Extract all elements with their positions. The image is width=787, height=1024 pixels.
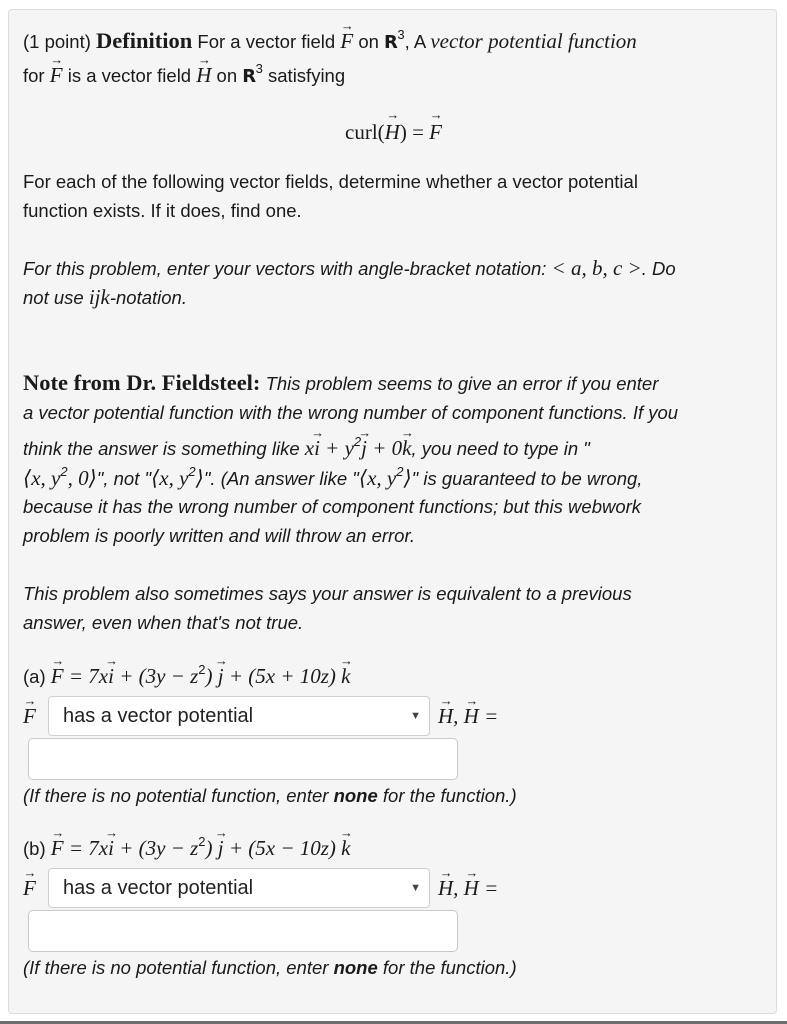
angle-bracket-example: < a, b, c > xyxy=(551,256,642,280)
notation-text: -notation. xyxy=(109,287,187,308)
vector-F: → F xyxy=(429,118,442,146)
exponent: 2 xyxy=(396,464,404,479)
note-line-1 xyxy=(23,371,658,396)
unit-vector-i: → i xyxy=(108,836,114,860)
unit-vector-j: → j xyxy=(218,664,224,688)
note-text: , you need to type in " xyxy=(411,438,590,459)
exponent: 2 xyxy=(198,662,206,677)
math-term: = 7x xyxy=(63,664,109,688)
exponent: 2 xyxy=(60,464,68,479)
vector-H: → H xyxy=(464,704,479,728)
intro-text: For a vector field xyxy=(197,31,336,52)
math-term: = xyxy=(478,704,499,728)
vector-F: → F xyxy=(50,63,63,87)
exponent: 3 xyxy=(255,61,263,76)
math-term: + (5x − 10z) xyxy=(223,836,342,860)
math-term: ⟨x, y xyxy=(151,466,189,490)
math-x: x xyxy=(304,436,315,460)
reals-symbol: R xyxy=(384,32,398,53)
exponent: 2 xyxy=(353,434,362,449)
intro-text: , A xyxy=(404,31,426,52)
part-a-equation xyxy=(23,664,351,689)
note-label: Note from Dr. Fieldsteel: xyxy=(23,370,261,395)
part-b-select[interactable] xyxy=(48,868,430,908)
math-term: + y xyxy=(319,436,354,460)
note-line-3 xyxy=(23,436,590,461)
intro-line-2 xyxy=(23,63,345,89)
dropdown-caret-icon: ▼ xyxy=(410,710,421,722)
hint-none-keyword: none xyxy=(333,785,378,806)
unit-vector-k: → k xyxy=(402,436,411,460)
notation-line-2 xyxy=(23,285,187,310)
also-line-2: answer, even when that's not true. xyxy=(23,612,304,633)
vector-F: → F xyxy=(23,876,36,900)
ijk-term: ijk xyxy=(88,285,110,309)
hint-text: (If there is no potential function, enter xyxy=(23,957,334,978)
note-line-4 xyxy=(23,466,642,491)
note-text: ", not " xyxy=(96,468,152,489)
part-b-answer-input[interactable] xyxy=(28,910,458,952)
curl-text: curl( xyxy=(345,120,385,144)
intro-text: on xyxy=(216,65,238,86)
unit-vector-k: → k xyxy=(341,836,350,860)
note-line-6: problem is poorly written and will throw an error. xyxy=(23,525,416,546)
part-b-F-label xyxy=(23,876,36,901)
math-term: + (3y − z xyxy=(113,836,199,860)
definition-label: Definition xyxy=(96,28,193,53)
points-label: (1 point) xyxy=(23,31,91,52)
math-term: = xyxy=(478,876,499,900)
hint-text: (If there is no potential function, enter xyxy=(23,785,334,806)
note-line-5: because it has the wrong number of component functions; but this webwork xyxy=(23,496,642,517)
vpf-term: vector potential function xyxy=(430,29,637,53)
intro-text: is a vector field xyxy=(67,65,192,86)
vector-F: → F xyxy=(340,29,353,53)
part-a-label: (a) xyxy=(23,666,46,687)
part-b-hint xyxy=(23,956,517,980)
unit-vector-i: → i xyxy=(108,664,114,688)
hint-text: for the function.) xyxy=(377,785,517,806)
vector-H: → H xyxy=(385,118,400,146)
vector-F: → F xyxy=(51,664,64,688)
math-term: , xyxy=(453,704,464,728)
notation-text: . Do xyxy=(641,258,676,279)
notation-line-1 xyxy=(23,256,676,281)
curl-formula xyxy=(0,118,787,147)
note-text: " is guaranteed to be wrong, xyxy=(411,468,643,489)
vector-H: → H xyxy=(464,876,479,900)
part-a-hint xyxy=(23,784,517,808)
note-line-2: a vector potential function with the wrong number of component functions. If you xyxy=(23,402,679,423)
note-text: This problem seems to give an error if you enter xyxy=(265,373,659,394)
part-a-F-label xyxy=(23,704,36,729)
notation-text: For this problem, enter your vectors with angle-bracket notation: xyxy=(23,258,552,279)
math-term: ) xyxy=(205,664,218,688)
math-term: , 0⟩ xyxy=(67,466,97,490)
vector-H: → H xyxy=(196,63,211,87)
vector-F: → F xyxy=(51,836,64,860)
hint-text: for the function.) xyxy=(377,957,517,978)
instructions-line-2: function exists. If it does, find one. xyxy=(23,200,302,221)
part-a-H-label xyxy=(438,704,498,729)
note-text: ". (An answer like " xyxy=(203,468,359,489)
intro-line-1 xyxy=(23,29,637,55)
hint-none-keyword: none xyxy=(333,957,378,978)
note-text: think the answer is something like xyxy=(23,438,305,459)
math-term: ⟩ xyxy=(195,466,204,490)
select-value: has a vector potential xyxy=(63,877,254,899)
exponent: 3 xyxy=(397,27,405,42)
part-b-equation xyxy=(23,836,351,861)
exponent: 2 xyxy=(188,464,196,479)
dropdown-caret-icon: ▼ xyxy=(410,882,421,894)
math-term: = 7x xyxy=(63,836,109,860)
vector-H: → H xyxy=(438,704,453,728)
formula-equals: ) = xyxy=(399,120,430,144)
part-b-label: (b) xyxy=(23,838,46,859)
unit-vector-i: → i xyxy=(314,436,320,460)
also-line-1: This problem also sometimes says your answer is equivalent to a previous xyxy=(23,583,632,604)
intro-text: satisfying xyxy=(268,65,346,86)
select-value: has a vector potential xyxy=(63,705,254,727)
instructions-line-1: For each of the following vector fields, determine whether a vector potential xyxy=(23,171,638,192)
notation-text: not use xyxy=(23,287,89,308)
part-a-answer-input[interactable] xyxy=(28,738,458,780)
math-term: + (5x + 10z) xyxy=(223,664,342,688)
math-term: ⟨x, y xyxy=(23,466,61,490)
math-term: + 0 xyxy=(367,436,403,460)
unit-vector-k: → k xyxy=(341,664,350,688)
vector-F: → F xyxy=(23,704,36,728)
exponent: 2 xyxy=(198,834,206,849)
math-term: ⟨x, y xyxy=(358,466,397,490)
unit-vector-j: → j xyxy=(218,836,224,860)
part-a-select[interactable] xyxy=(48,696,430,736)
math-term: ) xyxy=(205,836,218,860)
intro-text: for xyxy=(23,65,45,86)
unit-vector-j: → j xyxy=(361,436,367,460)
reals-symbol: R xyxy=(242,66,256,87)
math-term: , xyxy=(453,876,464,900)
part-b-H-label xyxy=(438,876,498,901)
math-term: ⟩ xyxy=(403,466,412,490)
vector-H: → H xyxy=(438,876,453,900)
intro-text: on xyxy=(358,31,379,52)
math-term: + (3y − z xyxy=(113,664,199,688)
